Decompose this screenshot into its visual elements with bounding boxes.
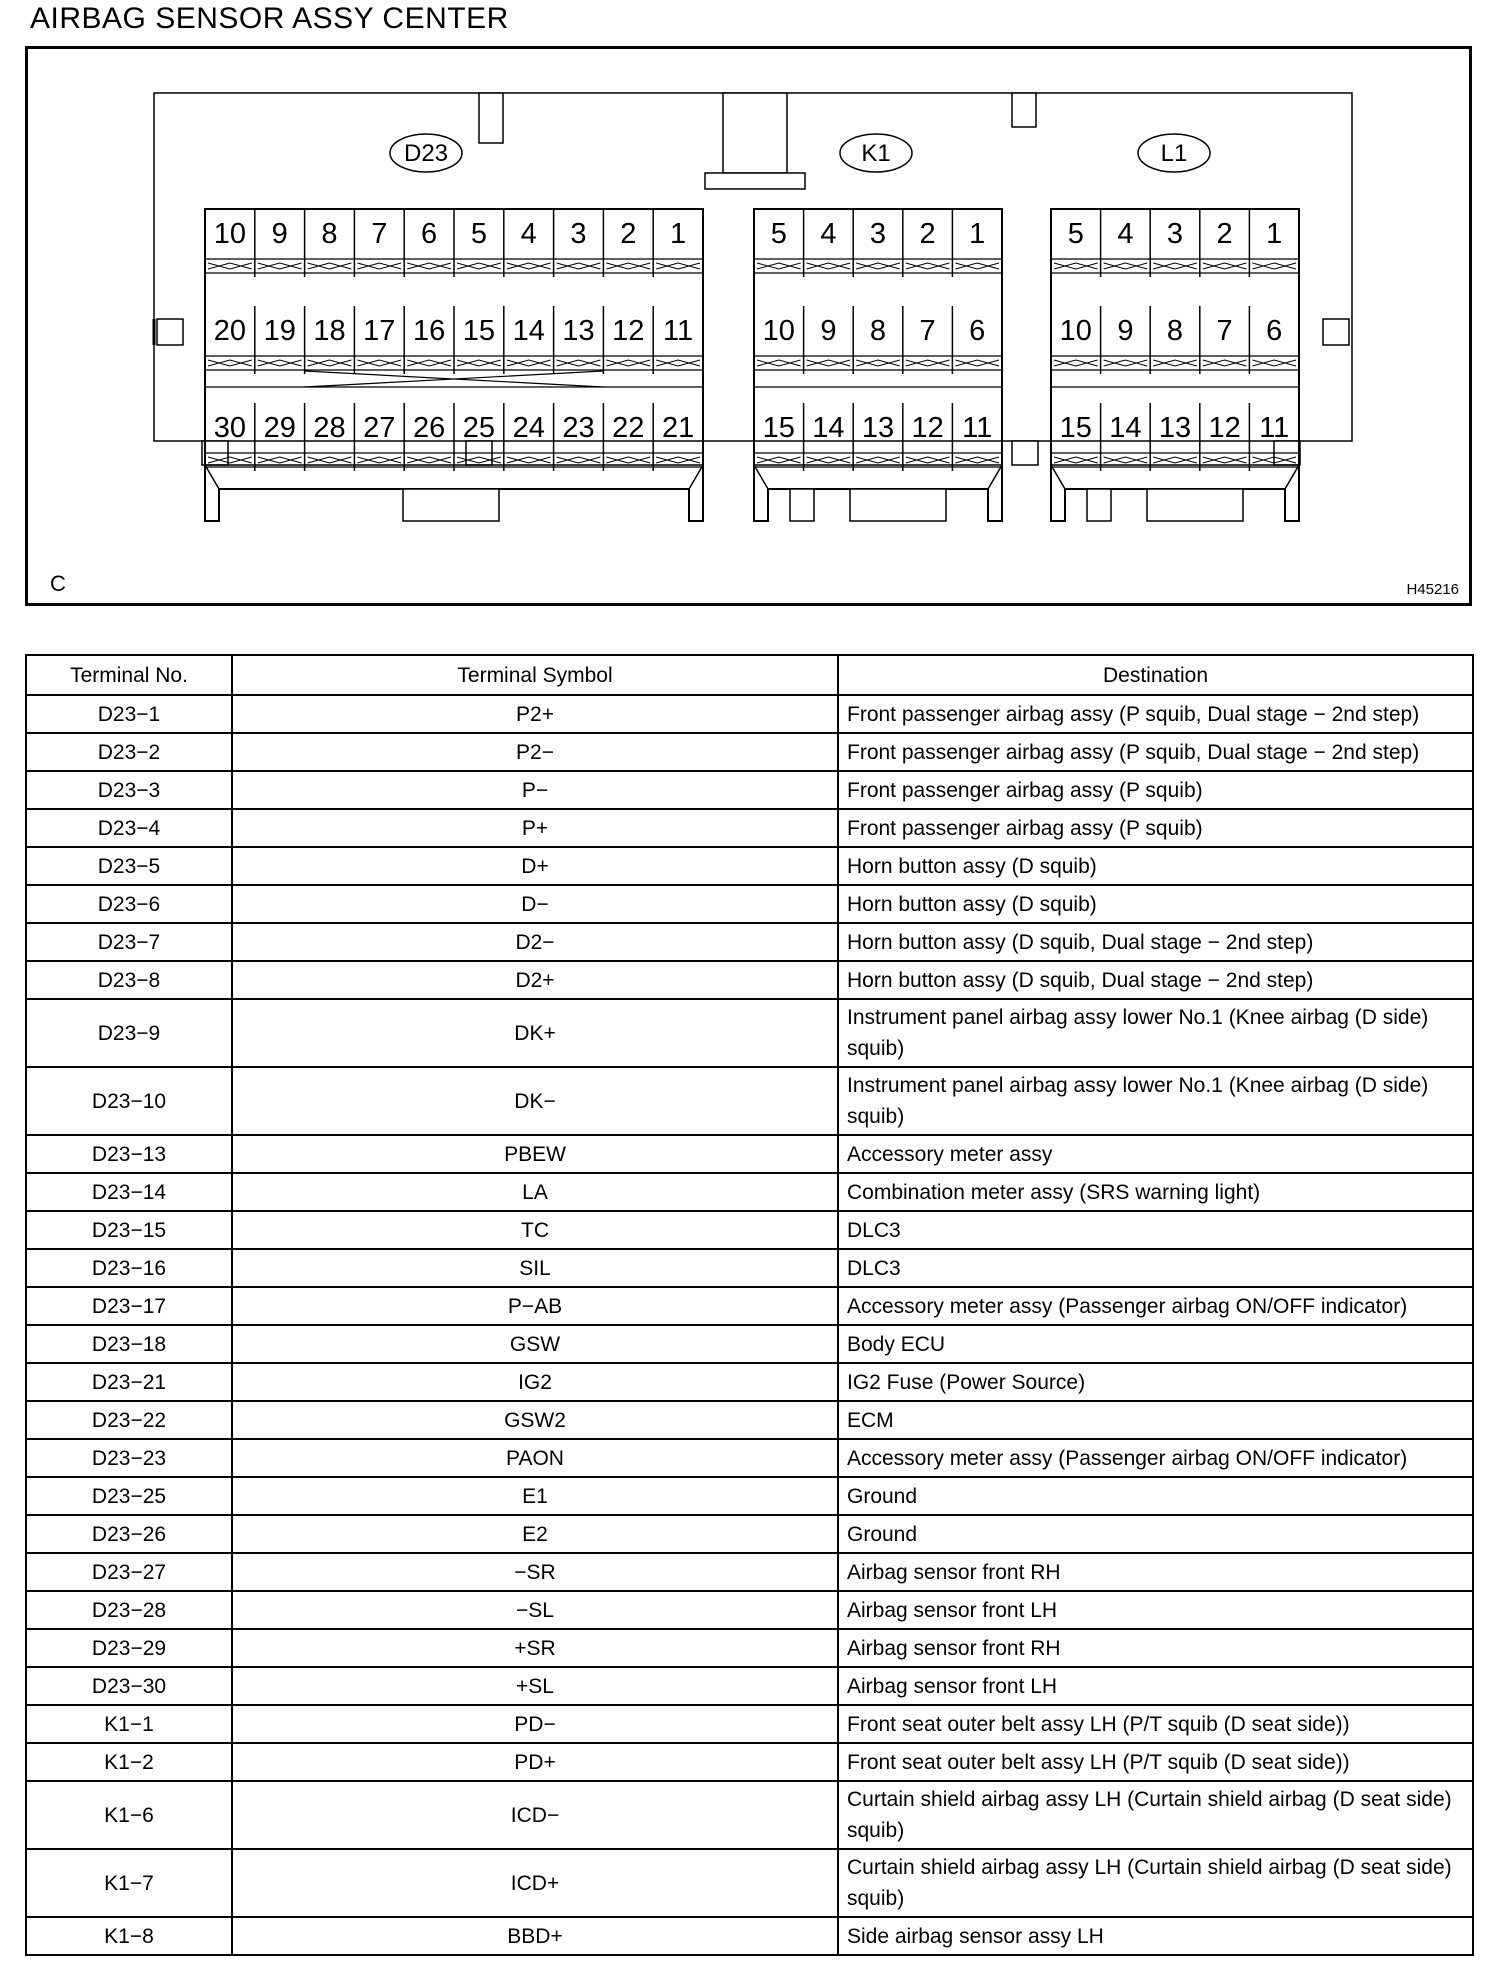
terminal-latch-mark bbox=[1054, 457, 1098, 463]
terminal-no-cell: D23−3 bbox=[26, 771, 232, 809]
terminal-no-cell: D23−5 bbox=[26, 847, 232, 885]
table-row bbox=[26, 1135, 1473, 1173]
terminal-number: 14 bbox=[1109, 412, 1142, 444]
table-row bbox=[26, 1211, 1473, 1249]
table-row bbox=[26, 1439, 1473, 1477]
terminal-symbol-cell: GSW2 bbox=[232, 1401, 838, 1439]
destination-cell: Horn button assy (D squib, Dual stage − 2nd step) bbox=[838, 923, 1473, 961]
terminal-number: 26 bbox=[412, 412, 446, 444]
terminal-number: 5 bbox=[470, 218, 487, 250]
destination-cell: Airbag sensor front LH bbox=[838, 1591, 1473, 1629]
terminal-number: 7 bbox=[371, 218, 388, 250]
terminal-number: 23 bbox=[562, 412, 595, 444]
terminal-symbol-cell: D+ bbox=[232, 847, 838, 885]
terminal-symbol-cell: PD− bbox=[232, 1705, 838, 1743]
table-row bbox=[26, 1849, 1473, 1917]
terminal-symbol-cell: SIL bbox=[232, 1249, 838, 1287]
terminal-number: 16 bbox=[412, 315, 446, 347]
terminal-symbol-cell: D− bbox=[232, 885, 838, 923]
terminal-symbol-cell: E2 bbox=[232, 1515, 838, 1553]
terminal-number: 4 bbox=[1117, 218, 1134, 250]
terminal-latch-mark bbox=[507, 457, 551, 463]
terminal-no-cell: D23−23 bbox=[26, 1439, 232, 1477]
terminal-number: 28 bbox=[313, 412, 346, 444]
terminal-number: 17 bbox=[363, 315, 396, 347]
destination-cell: Front passenger airbag assy (P squib, Dual stage − 2nd step) bbox=[838, 695, 1473, 733]
destination-cell: Airbag sensor front RH bbox=[838, 1629, 1473, 1667]
terminal-number: 8 bbox=[1166, 315, 1184, 347]
terminal-latch-mark bbox=[807, 457, 851, 463]
terminal-no-cell: K1−8 bbox=[26, 1917, 232, 1955]
terminal-no-cell: D23−8 bbox=[26, 961, 232, 999]
table-row bbox=[26, 847, 1473, 885]
header-terminal-no: Terminal No. bbox=[26, 655, 232, 695]
terminal-no-cell: D23−2 bbox=[26, 733, 232, 771]
connector-latch bbox=[850, 489, 946, 521]
terminal-number: 30 bbox=[213, 412, 247, 444]
destination-cell: Ground bbox=[838, 1515, 1473, 1553]
terminal-symbol-cell: GSW bbox=[232, 1325, 838, 1363]
connector-label: D23 bbox=[403, 140, 449, 167]
destination-cell: Ground bbox=[838, 1477, 1473, 1515]
terminal-number: 22 bbox=[612, 412, 645, 444]
terminal-symbol-cell: ICD− bbox=[232, 1781, 838, 1849]
terminal-number: 20 bbox=[213, 315, 247, 347]
destination-cell: Accessory meter assy (Passenger airbag ON/OFF indicator) bbox=[838, 1287, 1473, 1325]
terminal-latch-mark bbox=[1104, 457, 1148, 463]
terminal-number: 1 bbox=[969, 218, 986, 250]
destination-cell: Combination meter assy (SRS warning light) bbox=[838, 1173, 1473, 1211]
housing-tab bbox=[1012, 93, 1036, 127]
terminal-number: 13 bbox=[861, 412, 895, 444]
terminal-no-cell: D23−21 bbox=[26, 1363, 232, 1401]
terminal-symbol-cell: E1 bbox=[232, 1477, 838, 1515]
table-header-row bbox=[26, 655, 1473, 695]
destination-cell: Front passenger airbag assy (P squib, Dual stage − 2nd step) bbox=[838, 733, 1473, 771]
destination-cell: Horn button assy (D squib) bbox=[838, 847, 1473, 885]
terminal-symbol-cell: P−AB bbox=[232, 1287, 838, 1325]
destination-cell: Front seat outer belt assy LH (P/T squib (D seat side)) bbox=[838, 1743, 1473, 1781]
terminal-latch-mark bbox=[308, 457, 352, 463]
connector-skirt bbox=[1051, 465, 1299, 489]
terminal-symbol-cell: −SR bbox=[232, 1553, 838, 1591]
terminal-number: 24 bbox=[512, 412, 545, 444]
terminal-number: 6 bbox=[969, 315, 986, 347]
table-row bbox=[26, 885, 1473, 923]
terminal-no-cell: D23−16 bbox=[26, 1249, 232, 1287]
table-row bbox=[26, 1781, 1473, 1849]
table-row bbox=[26, 1067, 1473, 1135]
terminal-number: 15 bbox=[462, 315, 496, 347]
terminal-symbol-cell: LA bbox=[232, 1173, 838, 1211]
destination-cell: Accessory meter assy (Passenger airbag ON/OFF indicator) bbox=[838, 1439, 1473, 1477]
terminal-symbol-cell: PAON bbox=[232, 1439, 838, 1477]
table-row bbox=[26, 1287, 1473, 1325]
destination-cell: Airbag sensor front RH bbox=[838, 1553, 1473, 1591]
terminal-number: 12 bbox=[911, 412, 944, 444]
housing-side-tab bbox=[1323, 319, 1349, 345]
terminal-latch-mark bbox=[407, 457, 451, 463]
terminal-latch-mark bbox=[906, 457, 950, 463]
terminal-symbol-cell: IG2 bbox=[232, 1363, 838, 1401]
terminal-number: 8 bbox=[869, 315, 887, 347]
terminal-symbol-cell: P− bbox=[232, 771, 838, 809]
terminal-no-cell: D23−25 bbox=[26, 1477, 232, 1515]
table-row bbox=[26, 1667, 1473, 1705]
connector-latch bbox=[790, 489, 814, 521]
terminal-number: 1 bbox=[1266, 218, 1283, 250]
terminal-number: 8 bbox=[321, 218, 338, 250]
table-row bbox=[26, 1477, 1473, 1515]
terminal-symbol-cell: TC bbox=[232, 1211, 838, 1249]
terminal-number: 12 bbox=[612, 315, 645, 347]
connector-latch bbox=[403, 489, 499, 521]
connector-diagram bbox=[28, 49, 1469, 603]
terminal-number: 9 bbox=[820, 315, 837, 347]
terminal-no-cell: D23−9 bbox=[26, 999, 232, 1067]
housing-foot bbox=[1012, 441, 1038, 465]
terminal-symbol-cell: PD+ bbox=[232, 1743, 838, 1781]
terminal-number: 3 bbox=[869, 218, 887, 250]
terminal-table bbox=[25, 654, 1474, 1956]
terminal-number: 11 bbox=[962, 412, 993, 444]
terminal-symbol-cell: DK− bbox=[232, 1067, 838, 1135]
destination-cell: Side airbag sensor assy LH bbox=[838, 1917, 1473, 1955]
terminal-latch-mark bbox=[955, 457, 999, 463]
table-row bbox=[26, 1743, 1473, 1781]
terminal-no-cell: D23−22 bbox=[26, 1401, 232, 1439]
housing-side-tab bbox=[157, 319, 183, 345]
terminal-latch-mark bbox=[258, 457, 302, 463]
terminal-number: 2 bbox=[1216, 218, 1233, 250]
terminal-symbol-cell: PBEW bbox=[232, 1135, 838, 1173]
terminal-no-cell: D23−15 bbox=[26, 1211, 232, 1249]
destination-cell: Accessory meter assy bbox=[838, 1135, 1473, 1173]
table-row bbox=[26, 1401, 1473, 1439]
table-row bbox=[26, 961, 1473, 999]
terminal-number: 4 bbox=[520, 218, 537, 250]
terminal-no-cell: D23−7 bbox=[26, 923, 232, 961]
terminal-no-cell: D23−30 bbox=[26, 1667, 232, 1705]
destination-cell: Instrument panel airbag assy lower No.1 (Knee airbag (D side) squib) bbox=[838, 1067, 1473, 1135]
terminal-number: 4 bbox=[820, 218, 837, 250]
terminal-symbol-cell: P2− bbox=[232, 733, 838, 771]
terminal-latch-mark bbox=[357, 457, 401, 463]
terminal-number: 19 bbox=[263, 315, 296, 347]
table-row bbox=[26, 733, 1473, 771]
destination-cell: Front seat outer belt assy LH (P/T squib (D seat side)) bbox=[838, 1705, 1473, 1743]
table-row bbox=[26, 695, 1473, 733]
terminal-no-cell: D23−13 bbox=[26, 1135, 232, 1173]
terminal-symbol-cell: D2− bbox=[232, 923, 838, 961]
destination-cell: Front passenger airbag assy (P squib) bbox=[838, 809, 1473, 847]
terminal-number: 6 bbox=[421, 218, 438, 250]
terminal-no-cell: D23−28 bbox=[26, 1591, 232, 1629]
terminal-number: 6 bbox=[1266, 315, 1283, 347]
table-row bbox=[26, 1173, 1473, 1211]
terminal-number: 29 bbox=[263, 412, 296, 444]
connector-label: K1 bbox=[861, 140, 891, 167]
connector-skirt bbox=[754, 465, 1002, 489]
terminal-number: 13 bbox=[562, 315, 595, 347]
terminal-number: 5 bbox=[770, 218, 787, 250]
terminal-number: 7 bbox=[919, 315, 936, 347]
header-destination: Destination bbox=[838, 655, 1473, 695]
terminal-number: 25 bbox=[462, 412, 496, 444]
terminal-number: 13 bbox=[1158, 412, 1192, 444]
destination-cell: Curtain shield airbag assy LH (Curtain shield airbag (D seat side) squib) bbox=[838, 1781, 1473, 1849]
terminal-no-cell: K1−2 bbox=[26, 1743, 232, 1781]
table-row bbox=[26, 1705, 1473, 1743]
terminal-latch-mark bbox=[757, 457, 801, 463]
terminal-symbol-cell: BBD+ bbox=[232, 1917, 838, 1955]
terminal-number: 15 bbox=[1059, 412, 1092, 444]
terminal-symbol-cell: +SR bbox=[232, 1629, 838, 1667]
terminal-number: 10 bbox=[1059, 315, 1092, 347]
terminal-number: 12 bbox=[1208, 412, 1241, 444]
connector-figure bbox=[25, 46, 1472, 606]
terminal-no-cell: K1−7 bbox=[26, 1849, 232, 1917]
terminal-no-cell: D23−10 bbox=[26, 1067, 232, 1135]
terminal-latch-mark bbox=[656, 457, 700, 463]
terminal-symbol-cell: D2+ bbox=[232, 961, 838, 999]
terminal-no-cell: D23−1 bbox=[26, 695, 232, 733]
terminal-number: 2 bbox=[620, 218, 637, 250]
destination-cell: DLC3 bbox=[838, 1211, 1473, 1249]
table-row bbox=[26, 1325, 1473, 1363]
table-row bbox=[26, 771, 1473, 809]
destination-cell: IG2 Fuse (Power Source) bbox=[838, 1363, 1473, 1401]
destination-cell: Body ECU bbox=[838, 1325, 1473, 1363]
housing-tab bbox=[723, 93, 787, 173]
terminal-number: 10 bbox=[213, 218, 247, 250]
terminal-no-cell: K1−1 bbox=[26, 1705, 232, 1743]
destination-cell: Curtain shield airbag assy LH (Curtain shield airbag (D seat side) squib) bbox=[838, 1849, 1473, 1917]
housing-tab bbox=[705, 173, 805, 189]
terminal-number: 9 bbox=[1117, 315, 1134, 347]
terminal-number: 3 bbox=[1166, 218, 1184, 250]
connector-latch bbox=[1147, 489, 1243, 521]
terminal-symbol-cell: DK+ bbox=[232, 999, 838, 1067]
terminal-number: 11 bbox=[1259, 412, 1290, 444]
table-row bbox=[26, 1515, 1473, 1553]
terminal-symbol-cell: +SL bbox=[232, 1667, 838, 1705]
terminal-latch-mark bbox=[1153, 457, 1197, 463]
destination-cell: Horn button assy (D squib) bbox=[838, 885, 1473, 923]
terminal-number: 10 bbox=[762, 315, 795, 347]
terminal-number: 27 bbox=[363, 412, 396, 444]
connector-label: L1 bbox=[1160, 140, 1188, 167]
table-row bbox=[26, 1553, 1473, 1591]
table-row bbox=[26, 1629, 1473, 1667]
terminal-number: 15 bbox=[762, 412, 795, 444]
table-row bbox=[26, 999, 1473, 1067]
terminal-no-cell: D23−6 bbox=[26, 885, 232, 923]
destination-cell: Horn button assy (D squib, Dual stage − 2nd step) bbox=[838, 961, 1473, 999]
terminal-latch-mark bbox=[557, 457, 601, 463]
table-row bbox=[26, 1917, 1473, 1955]
table-row bbox=[26, 1591, 1473, 1629]
terminal-symbol-cell: −SL bbox=[232, 1591, 838, 1629]
terminal-number: 18 bbox=[313, 315, 346, 347]
terminal-number: 14 bbox=[512, 315, 545, 347]
table-row bbox=[26, 1363, 1473, 1401]
terminal-number: 1 bbox=[670, 218, 687, 250]
terminal-no-cell: D23−26 bbox=[26, 1515, 232, 1553]
figure-letter: C bbox=[50, 571, 66, 596]
terminal-no-cell: D23−17 bbox=[26, 1287, 232, 1325]
terminal-symbol-cell: P2+ bbox=[232, 695, 838, 733]
terminal-symbol-cell: P+ bbox=[232, 809, 838, 847]
terminal-symbol-cell: ICD+ bbox=[232, 1849, 838, 1917]
terminal-latch-mark bbox=[856, 457, 900, 463]
header-terminal-symbol: Terminal Symbol bbox=[232, 655, 838, 695]
terminal-number: 3 bbox=[570, 218, 587, 250]
table-row bbox=[26, 923, 1473, 961]
terminal-number: 11 bbox=[663, 315, 694, 347]
terminal-no-cell: D23−18 bbox=[26, 1325, 232, 1363]
terminal-no-cell: D23−27 bbox=[26, 1553, 232, 1591]
terminal-number: 14 bbox=[812, 412, 845, 444]
table-row bbox=[26, 809, 1473, 847]
figure-code: H45216 bbox=[1406, 581, 1459, 598]
table-row bbox=[26, 1249, 1473, 1287]
destination-cell: DLC3 bbox=[838, 1249, 1473, 1287]
terminal-no-cell: D23−29 bbox=[26, 1629, 232, 1667]
page-title: AIRBAG SENSOR ASSY CENTER bbox=[30, 2, 509, 35]
connector-latch bbox=[1087, 489, 1111, 521]
terminal-no-cell: D23−14 bbox=[26, 1173, 232, 1211]
terminal-number: 9 bbox=[271, 218, 288, 250]
terminal-no-cell: D23−4 bbox=[26, 809, 232, 847]
terminal-no-cell: K1−6 bbox=[26, 1781, 232, 1849]
destination-cell: Instrument panel airbag assy lower No.1 (Knee airbag (D side) squib) bbox=[838, 999, 1473, 1067]
terminal-number: 7 bbox=[1216, 315, 1233, 347]
terminal-number: 2 bbox=[919, 218, 936, 250]
terminal-number: 5 bbox=[1067, 218, 1084, 250]
destination-cell: Front passenger airbag assy (P squib) bbox=[838, 771, 1473, 809]
housing-tab bbox=[479, 93, 503, 143]
terminal-number: 21 bbox=[661, 412, 695, 444]
destination-cell: ECM bbox=[838, 1401, 1473, 1439]
destination-cell: Airbag sensor front LH bbox=[838, 1667, 1473, 1705]
terminal-latch-mark bbox=[1203, 457, 1247, 463]
terminal-latch-mark bbox=[606, 457, 650, 463]
